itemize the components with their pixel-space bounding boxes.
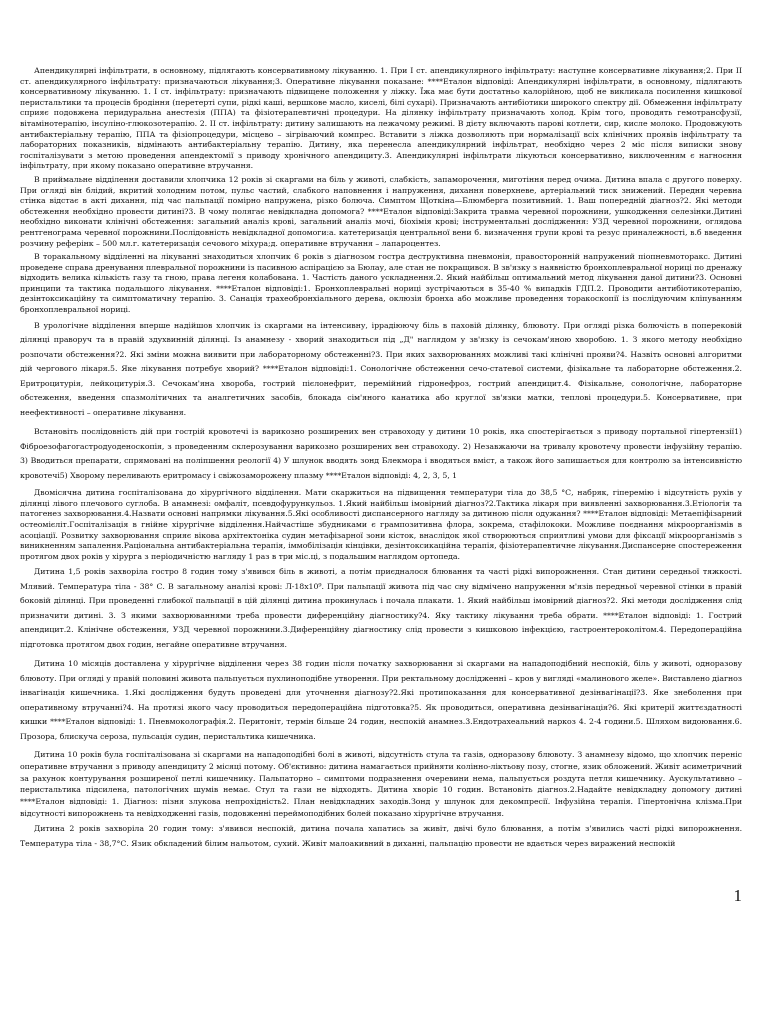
page-number: 1 [733,886,742,905]
paragraph-osteomyelitis: Двомісячна дитина госпіталізована до хірургічного відділення. Мати скаржиться на підвищення температури тіла до 38,5 °С, набряк, гіперемію і відсутність рухів у ділянці лівого плечового суглоба. В анамнезі: омфаліт, псевдофурункульоз. 1.Який найбільш імовірний діагноз?2.Тактика лікаря при виявленні захворювання.3.Етіологія та патогенез захворювання.4.Назвати основні напрямки лікування.5.Які особливості диспансерного нагляду за дитиною після одужання? ****Еталон відповіді: Метаепіфізарний остеомієліт.Госпіталізація в гнійне хірургічне відділення.Найчастіше збудниками є грампозитивна флора, зокрема, стафілококи. Можливе поєднання мікроорганізмів в асоціації. Розвитку захворювання сприяє вікова архітектоніка судин метафізарної зони кісток, внаслідок якої створюються сприятливі умови для фіксації мікроорганізмів з виникненням запалення.Раціональна антибактеріальна терапія, іммобілізація кінцівки, дезінтоксикаційна терапія, фізіотерапевтичне лікування.Диспансерне спостереження протягом двох років у хірурга з періодичністю нагляду 1 раз в три міс.ці, з подальшим наглядом ортопеда. [20,488,742,561]
paragraph-appendicular-infiltrates: Апендикулярні інфільтрати, в основному, підлягають консервативному лікуванню. 1. При І ст. апендикулярного інфільтрату: наступне консервативне лікування;2. При ІІ ст. апендикулярного інфільтрату: призначаються лікування;3. Оперативне лікування показане: ****Еталон відповіді: Апендикулярні інфільтрати, в основному, підлягають консервативному лікуванню. 1. І ст. інфільтрату: призначають підвищене положення у ліжку. Їжа має бути достатньо калорійною, щоб не викликала посилення кишкової перистальтики та процесів бродіння (перетерті супи, рідкі каші, вершкове масло, киселі, білі сухарі). Призначають антибіотики широкого спектру дії. Обмеження інфільтрату сприяє подовжена перидуральна анестезія (ППА) та фізіотерапевтичні процедури. На ділянку інфільтрату призначають холод. Крім того, проводять гемотрансфузії, вітамінотерапію, інсуліно-глюкозотерапію. 2. ІІ ст. інфільтрату: дитину залишають на лежачому режимі. В дієту включають парові котлети, сир, кисле молоко. Продовжують антибактеріальну терапію, ППА та фізіопроцедури, місцево – зігріваючий компрес. Вставити з ліжка дозволяють при нормалізації всіх клінічних проявів інфільтрату та лабораторних показників, відмінають антибактеріальну терапію. Дитину, яка перенесла апендикулярний інфільтрат, необхідно через 2 міс після виписки знову госпіталізувати з метою проведення апендектомії з приводу хронічного апендициту.3. Апендикулярні інфільтрати лікуються консервативно, виключенням є нагноєння інфільтрату, при якому показано оперативне втручання. [20,66,742,171]
paragraph-two-year-old-case: Дитина 2 років захворіла 20 годин тому: з'явився неспокій, дитина почала хапатись за живіт, двічі було блювання, а потім з'явились часті рідкі випорожнення. Температура тіла - 38,7°С. Язик обкладений білим нальотом, сухий. Живіт малоакивний в диханні, пальпацію провести не вдається через виражений неспокій [20,824,742,848]
paragraph-intussusception: Дитина 10 місяців доставлена у хірургічне відділення через 38 годин після початку захворювання зі скаргами на нападоподібний неспокій, біль у животі, одноразову блювоту. При огляді у правій половині живота пальпується пухлиноподібне утворення. При ректальному дослідженні – кров у вигляді «малинового желе». Виставлено діагноз інвагінація кишечника. 1.Які дослідження будуть проведені для уточнення діагнозу?2.Які протипоказання для консервативної дезінвагінації?3. Яке знеболення при оперативному втручанні?4. На протязі якого часу проводиться передопераційна підготовка?5. Як проводиться, оперативна дезінвагінація?6. Які критерії життєздатності кишки ****Еталон відповіді: 1. Пневмоколографія.2. Перитоніт, термін більше 24 годин, неспокій анамнез.3.Ендотрахеальний наркоз 4. 2-4 години.5. Шляхом видоювання.6. Прозора, блискуча сероза, пульсація судин, перистальтика кишечника. [20,659,742,741]
paragraph-appendicitis-toddler: Дитина 1,5 років захворіла гостро 8 годин тому з'явився біль в животі, а потім приєдналося блювання та часті рідкі випорожнення. Стан дитини середньої тяжкості. Млявий. Температура тіла - 38° С. В загальному аналізі крові: Л-18x10⁹. При пальпації живота під час сну відмічено напруження м'язів передньої черевної стінки в правій боковій ділянці. При проведенні глибокої пальпації в цій ділянці дитина прокинулась і почала плакати. 1. Який найбільш імовірний діагноз?2. Які методи дослідження слід призначити дитині. 3. З якими захворюваннями треба провести диференційну діагностику?4. Яку тактику лікування треба обрати. ****Еталон відповіді: 1. Гострий апендицит.2. Клінічне обстеження, УЗД черевної порожнини.3.Диференційну діагностику слід провести з кишковою інфекцією, гастроентероколітом.4. Передопераційна підготовка протягом двох годин, негайне оперативне втручання. [20,567,742,649]
paragraph-adhesive-obstruction: Дитина 10 років була госпіталізована зі скаргами на нападоподібні болі в животі, відсутність стула та газів, одноразову блювоту. З анамнезу відомо, що хлопчик переніс оперативне втручання з приводу апендициту 2 місяці потому. Об'єктивно: дитина намагається прийняти колінно-ліктьову позу, стогне, язик обложений. Живіт асиметричний за рахунок контурування розширеної петлі кишечнику. Пальпаторно – симптоми подразнення очеревини нема, пальпується роздута петля кишечнику. Аускультативно – перистальтика підсилена, патологічних шумів немає. Стул та гази не відходять. Дитина хворіє 10 годин. Встановіть діагноз.2.Надайте невідкладну допомогу дитині ****Еталон відповіді: 1. Діагноз: пізня злукова непрохідність2. План невідкладних заходів.Зонд у шлунок для декомпресії. Інфузійна терапія. Гіпертонічна клізма.При відсутності випорожнень та невідходженні газів, подовженні переймоподібних болей показано хірургічне втручання. [20,750,742,818]
paragraph-variceal-bleeding: Встановіть послідовність дій при гострій кровотечі із варикозно розширених вен стравоходу у дитини 10 років, яка спостерігається з приводу портальної гіпертензії1) Фіброезофагогастродуоденоскопія, з проведенням склерозування варикозно розширених вен стравоходу. 2) Незавжаючи на тривалу кровотечу провести інфузійну терапію. 3) Вводиться препарати, спрямовані на поліпшення реології 4) У шлунок вводять зонд Блекмора і вводяться вміст, а також його запишається для контролю за інтенсивністю кровотечі5) Хворому переливають еритромасу і свіжозаморожену плазму ****Еталон відповіді: 4, 2, 3, 5, 1 [20,427,742,480]
paragraph-urology-case: В урологічне відділення вперше надійшов хлопчик із скаргами на інтенсивну, іррадіюючу біль в паховій ділянку, блювоту. При огляді різка болючість в поперековій ділянці праворуч та в правій здухвинній ділянці. Із анамнезу - хворий знаходиться під „Д" наглядом у зв'язку із сечокам'яною хворобою. 1. З якого методу необхідно розпочати обстеження?2. Які зміни можна виявити при лабораторному обстеженні?3. При яких захворюваннях можливі такі клінічні прояви?4. Назвіть основні алгоритми дій чергового лікаря.5. Яке лікування потребує хворий? ****Еталон відповіді:1. Сонологічне обстеження сечо-статевої системи, фізікальне та лабораторне обстеження.2. Еритроцитурія, лейкоцитурія.3. Сечокам'яна хвороба, гострий пієлонефрит, перемійний гідронефроз, гострий апендицит.4. Фізікальне, сонологічне, лабораторне обстеження, введення спазмолітичних та аналгетичних засобів, блокада сім'яного канатика або круглої зв'язки матки, тепловi процедури.5. Консервативне, при неефективності – оперативне лікування. [20,320,742,417]
paragraph-pyopneumothorax: В торакальному відділенні на лікуванні знаходиться хлопчик 6 років з діагнозом гостра деструктивна пневмонія, правосторонній напружений піопневмоторакс. Дитині проведене справа дренування плевральної порожнини із пасивною аспірацією за Бюлау, але стан не покращився. В зв'язку з наявністю бронхоплевральної нориці по дренажу відходить велика кількість газу та гною, права легеня колабована. 1. Частість даного ускладнення.2. Який найбільш оптимальний метод лікування даної дитини?3. Основні принципи та тактика подальшого лікування. ****Еталон відповіді:1. Бронхоплевральні нориці зустрічаються в 35-40 % випадків ГДП.2. Проводити антибіотикотерапію, дезінтоксикаційну та симптоматичну терапію. 3. Санація трахеобронхіального дерева, оклюзія бронха або можливе проведення торакоскопії із послідуючим кліпуванням бронхоплевральної нориці. [20,252,742,315]
paragraph-abdominal-trauma: В приймальне відділення доставили хлопчика 12 років зі скаргами на біль у животі, слабкість, запаморочення, миготіння перед очима. Дитина впала с другого поверху. При огляді він блідий, вкритий холодним потом, пульс частий, слабкого наповнення і напруження, дихання поверхневе, артеріальний тиск знижений. Передня черевна стінка відстає в акті дихання, під час пальпації помірно напружена, різко болюча. Симптом Щоткіна—Блюмберга позитивний. 1. Ваш попередній діагноз?2. Які методи обстеження необхідно провести дитині?3. В чому полягає невідкладна допомога? ****Еталон відповіді:Закрита травма черевної порожнини, ушкодження селезінки.Дитині необхідно виконати клінічні обстеження: загальний аналіз крові, загальний аналіз мочі, біохімія крові; інструментальні дослідження: УЗД черевної порожнини, оглядова рентгенограма черевної порожнини.Послідовність невідкладної допомоги:а. катетеризація центральної вени б. визначення групи крові та резус приналежності, в.б введення розчину реферінк – 500 мл.г. катетеризація сечового міхура;д. оперативне втручання – лапароцентез. [20,174,742,248]
document-page [20,66,742,966]
